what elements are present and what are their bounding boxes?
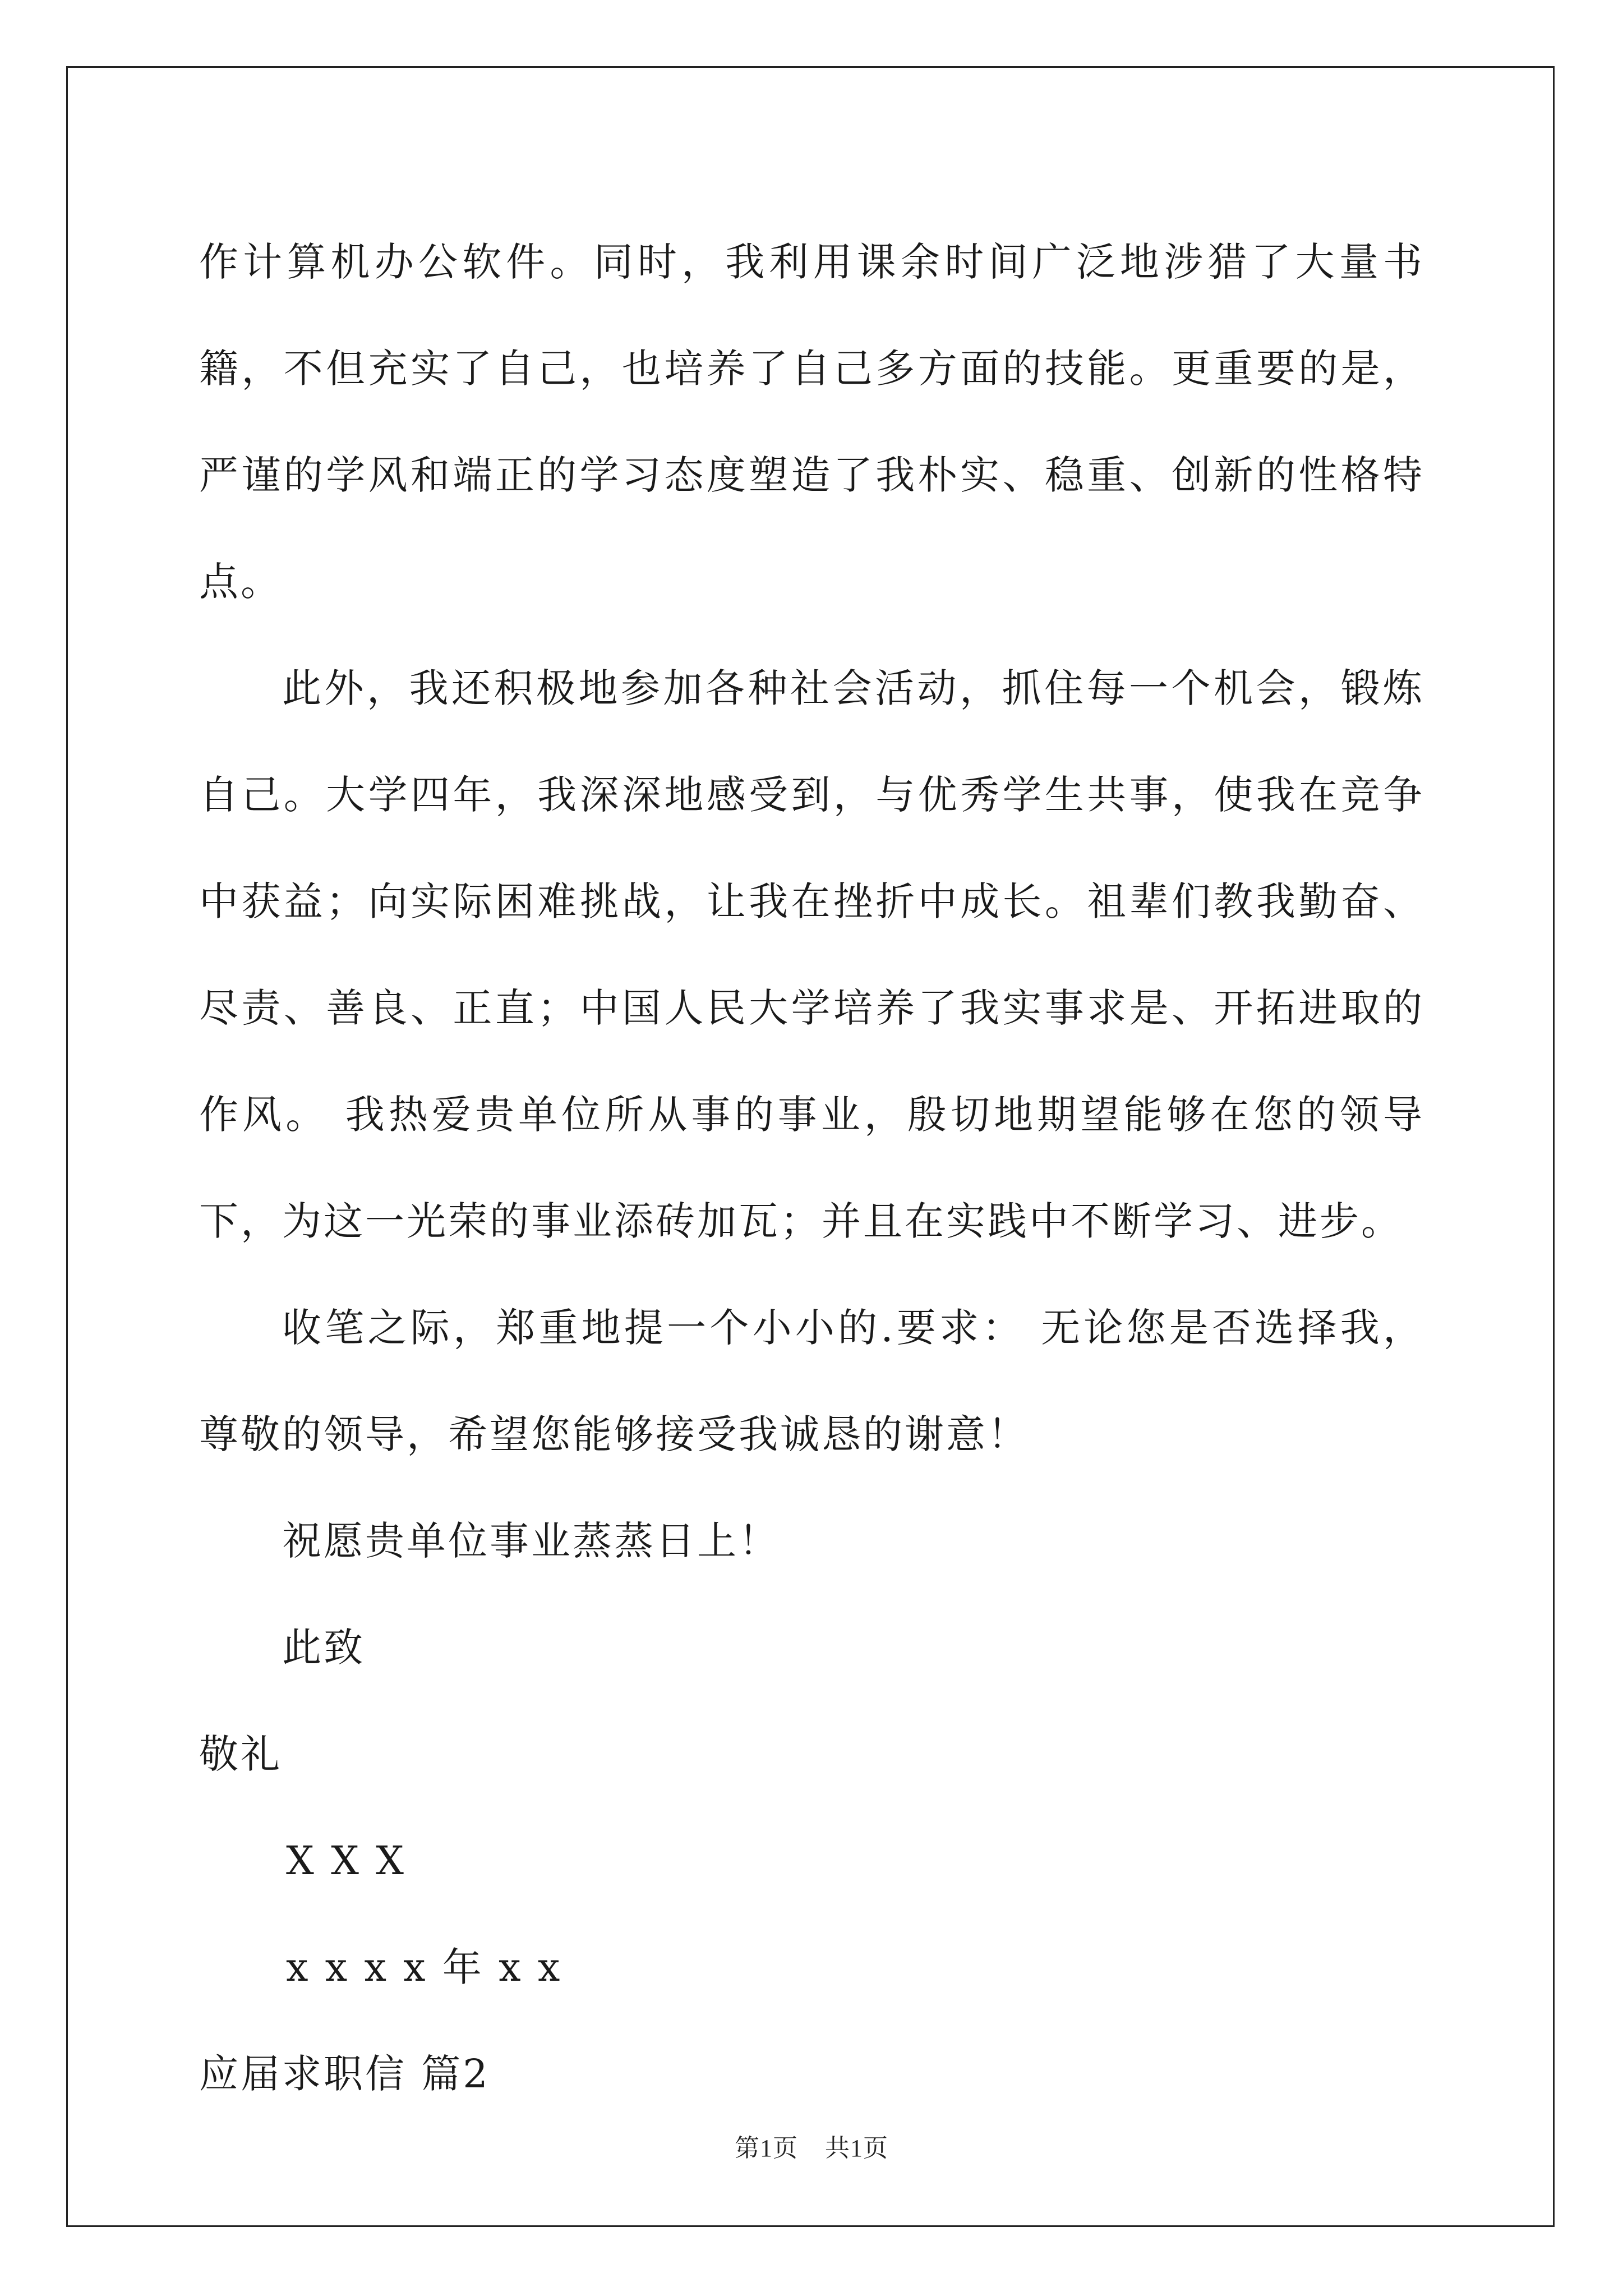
paragraph-activities: 此外，我还积极地参加各种社会活动，抓住每一个机会，锻炼自己。大学四年，我深深地感受到，与优秀学生共事，使我在竞争中获益；向实际困难挑战，让我在挫折中成长。祖辈们教我勤奋、尽责、善良、正直；中国人民大学培养了我实事求是、开拓进取的作风。 我热爱贵单位所从事的事业，殷切地期望能够在您的领导下，为这一光荣的事业添砖加瓦；并且在实践中不断学习、进步。 <box>199 665 1424 1244</box>
paragraph-closing-request: 收笔之际，郑重地提一个小小的.要求： 无论您是否选择我，尊敬的领导，希望您能够接受我诚恳的谢意！ <box>199 1305 1424 1457</box>
salutation-jingli: 敬礼 <box>199 1731 282 1777</box>
paragraph-wishes: 祝愿贵单位事业蒸蒸日上！ <box>282 1518 780 1564</box>
page-footer <box>0 2128 1623 2164</box>
page-total: 共1页 <box>825 2134 888 2162</box>
section-heading: 应届求职信 篇2 <box>199 2051 490 2097</box>
signature-name: X X X <box>286 1838 407 1884</box>
letter-body <box>199 209 1424 2127</box>
paragraph-skills: 作计算机办公软件。同时，我利用课余时间广泛地涉猎了大量书籍，不但充实了自己，也培养了自己多方面的技能。更重要的是，严谨的学风和端正的学习态度塑造了我朴实、稳重、创新的性格特点。 <box>199 239 1424 605</box>
signature-date: x x x x 年 x x <box>286 1944 562 1990</box>
salutation-cizhi: 此致 <box>282 1625 365 1671</box>
page-number: 第1页 <box>735 2134 798 2162</box>
